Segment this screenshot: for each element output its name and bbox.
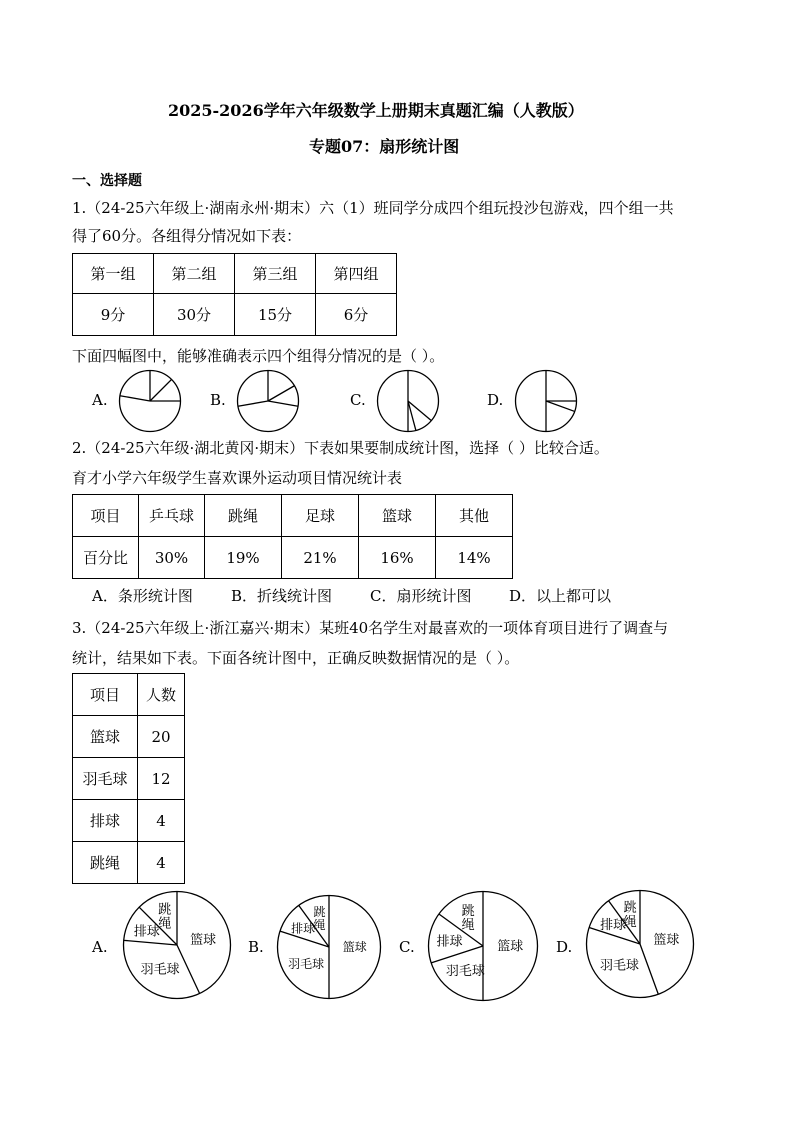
q3-count-cell: 4 bbox=[138, 800, 185, 842]
doc-title: 2025-2026学年六年级数学上册期末真题汇编（人教版） bbox=[168, 101, 584, 120]
pie-label-rope-bottom: 绳 bbox=[158, 916, 172, 932]
pie-radius-line bbox=[124, 940, 177, 945]
q2-value-cell: 21% bbox=[282, 537, 359, 579]
pie-label-rope-top: 跳 bbox=[313, 904, 326, 919]
q1-option-c-pie bbox=[376, 369, 440, 433]
q1-value-cell: 9分 bbox=[73, 294, 154, 336]
q3-item-cell: 排球 bbox=[73, 800, 138, 842]
q1-prompt: 下面四幅图中，能够准确表示四个组得分情况的是（ ）。 bbox=[72, 347, 445, 365]
q3-sports-table bbox=[72, 673, 185, 884]
pie-radius-line bbox=[177, 945, 200, 993]
q2-line1: 2.（24-25六年级·湖北黄冈·期末）下表如果要制成统计图，选择（ ）比较合适。 bbox=[72, 439, 609, 457]
q3-line1: 3.（24-25六年级上·浙江嘉兴·期末）某班40名学生对最喜欢的一项体育项目进行了调查与 bbox=[72, 619, 669, 637]
pie-label-basketball: 篮球 bbox=[190, 932, 217, 948]
q2-value-cell: 16% bbox=[359, 537, 436, 579]
q2-header-cell: 篮球 bbox=[359, 495, 436, 537]
pie-label-volleyball: 排球 bbox=[600, 918, 627, 934]
q2-choice-b: B．折线统计图 bbox=[231, 587, 333, 605]
q2-choice-c: C．扇形统计图 bbox=[370, 587, 472, 605]
q2-header-cell: 跳绳 bbox=[205, 495, 282, 537]
q3-option-c-label: C. bbox=[399, 938, 415, 956]
pie-radius-line bbox=[238, 401, 268, 406]
pie-label-basketball: 篮球 bbox=[497, 939, 524, 955]
q2-value-cell: 30% bbox=[139, 537, 205, 579]
q3-line2: 统计，结果如下表。下面各统计图中，正确反映数据情况的是（ ）。 bbox=[72, 649, 520, 667]
pie-label-badminton: 羽毛球 bbox=[600, 958, 640, 974]
pie-label-rope-bottom: 绳 bbox=[313, 918, 326, 933]
pie-radius-line bbox=[408, 401, 431, 421]
q1-option-c-label: C. bbox=[350, 391, 366, 409]
pie-radius-line bbox=[640, 944, 658, 994]
pie-label-badminton: 羽毛球 bbox=[140, 962, 180, 978]
q1-value-cell: 15分 bbox=[235, 294, 316, 336]
topic-title: 专题07：扇形统计图 bbox=[309, 137, 460, 156]
q3-option-a-pie bbox=[122, 890, 232, 1000]
q2-value-cell: 19% bbox=[205, 537, 282, 579]
q1-header-cell: 第四组 bbox=[316, 254, 397, 294]
pie-label-badminton: 羽毛球 bbox=[288, 956, 325, 971]
q3-option-a-label: A. bbox=[92, 938, 108, 956]
pie-radius-line bbox=[268, 386, 294, 401]
q1-header-cell: 第三组 bbox=[235, 254, 316, 294]
q3-count-cell: 4 bbox=[138, 842, 185, 884]
q1-option-b-label: B. bbox=[210, 391, 226, 409]
pie-radius-line bbox=[120, 396, 150, 401]
q3-item-cell: 篮球 bbox=[73, 716, 138, 758]
q3-item-cell: 跳绳 bbox=[73, 842, 138, 884]
pie-label-rope-bottom: 绳 bbox=[623, 914, 637, 930]
q2-header-cell: 乒乓球 bbox=[139, 495, 205, 537]
q3-item-cell: 羽毛球 bbox=[73, 758, 138, 800]
pie-label-basketball: 篮球 bbox=[653, 932, 680, 948]
pie-label-basketball: 篮球 bbox=[342, 940, 367, 955]
q2-table-caption: 育才小学六年级学生喜欢课外运动项目情况统计表 bbox=[72, 469, 403, 487]
q1-header-cell: 第二组 bbox=[154, 254, 235, 294]
q2-value-cell: 14% bbox=[436, 537, 513, 579]
q3-option-b-pie bbox=[276, 894, 382, 1000]
q1-option-d-pie bbox=[514, 369, 578, 433]
q3-option-d-label: D. bbox=[556, 938, 573, 956]
pie-label-rope-bottom: 绳 bbox=[461, 918, 475, 934]
q1-option-b-pie bbox=[236, 369, 300, 433]
pie-label-badminton: 羽毛球 bbox=[445, 963, 485, 979]
q2-choice-a: A．条形统计图 bbox=[92, 587, 193, 605]
pie-label-rope-top: 跳 bbox=[623, 900, 637, 916]
q1-option-d-label: D. bbox=[487, 391, 504, 409]
pie-label-rope-top: 跳 bbox=[158, 902, 172, 918]
q3-count-cell: 20 bbox=[138, 716, 185, 758]
q3-option-b-label: B. bbox=[248, 938, 264, 956]
pie-label-rope-top: 跳 bbox=[461, 903, 475, 919]
q2-value-cell: 百分比 bbox=[73, 537, 139, 579]
q3-option-c-pie bbox=[427, 890, 539, 1002]
pie-radius-line bbox=[546, 401, 575, 411]
pie-radius-line bbox=[408, 401, 416, 430]
q2-header-cell: 足球 bbox=[282, 495, 359, 537]
q1-line2: 得了60分。各组得分情况如下表： bbox=[72, 227, 302, 245]
section-heading: 一、选择题 bbox=[72, 173, 142, 189]
q3-header-cell: 项目 bbox=[73, 674, 138, 716]
pie-radius-line bbox=[150, 379, 172, 401]
pie-radius-line bbox=[268, 401, 298, 406]
q2-sports-table bbox=[72, 494, 513, 579]
pie-label-volleyball: 排球 bbox=[133, 924, 160, 940]
q1-line1: 1.（24-25六年级上·湖南永州·期末）六（1）班同学分成四个组玩投沙包游戏，四个组一共 bbox=[72, 199, 674, 217]
q2-header-cell: 其他 bbox=[436, 495, 513, 537]
q1-value-cell: 6分 bbox=[316, 294, 397, 336]
q2-choice-d: D．以上都可以 bbox=[509, 587, 612, 605]
pie-label-volleyball: 排球 bbox=[291, 921, 316, 936]
q2-header-cell: 项目 bbox=[73, 495, 139, 537]
q1-score-table bbox=[72, 253, 397, 336]
q1-header-cell: 第一组 bbox=[73, 254, 154, 294]
q3-count-cell: 12 bbox=[138, 758, 185, 800]
q3-option-d-pie bbox=[585, 889, 695, 999]
q1-option-a-label: A. bbox=[92, 391, 108, 409]
q3-header-cell: 人数 bbox=[138, 674, 185, 716]
q1-option-a-pie bbox=[118, 369, 182, 433]
q1-value-cell: 30分 bbox=[154, 294, 235, 336]
pie-label-volleyball: 排球 bbox=[436, 934, 463, 950]
